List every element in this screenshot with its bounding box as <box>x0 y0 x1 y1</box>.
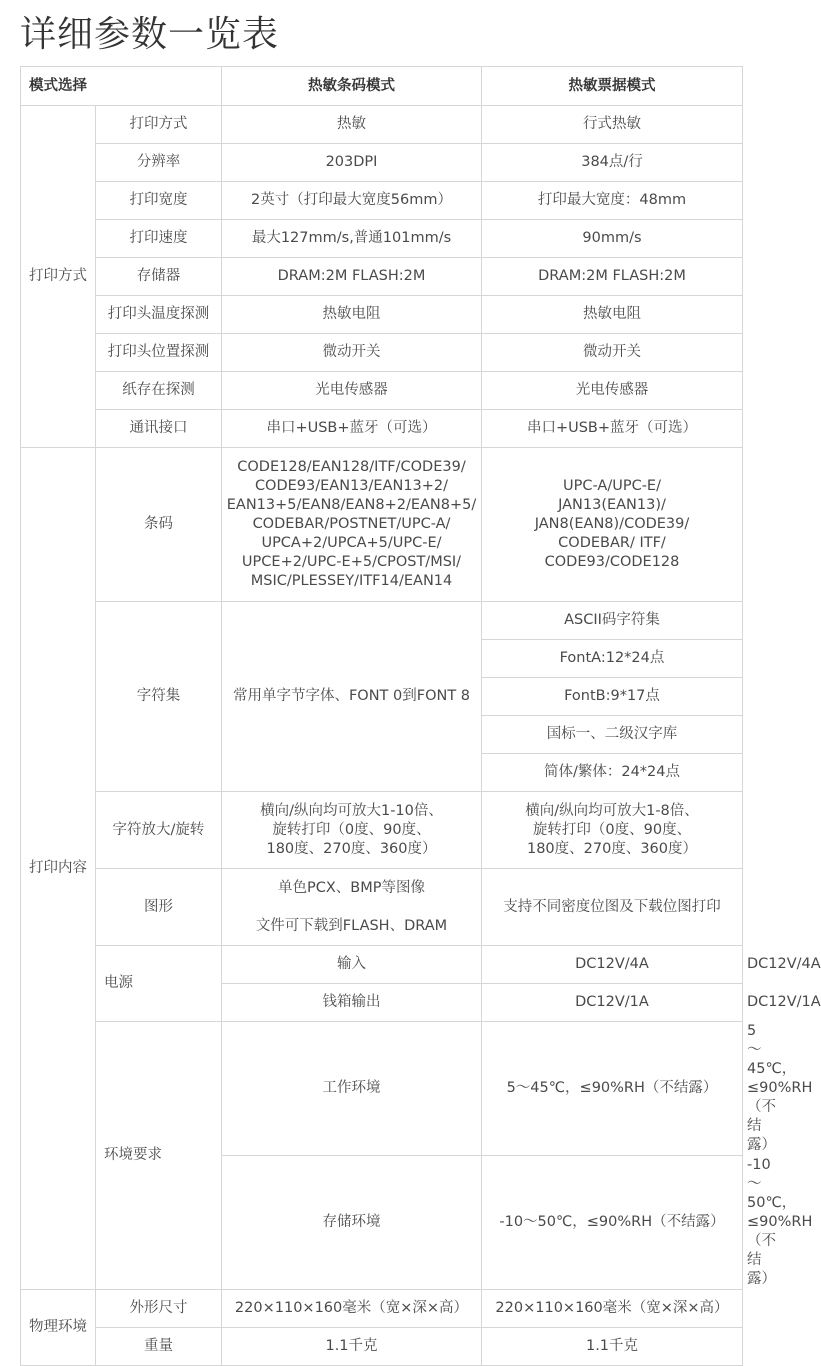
line: 单色PCX、BMP等图像 <box>277 879 425 896</box>
cell-barcode: 1.1千克 <box>222 1328 482 1366</box>
section-physical: 物理环境 <box>21 1290 96 1366</box>
table-row: 电源 输入 DC12V/4A DC12V/4A <box>21 946 743 984</box>
table-row <box>21 372 743 410</box>
cell-barcode: -10～50℃，≤90%RH（不结露） <box>482 1156 743 1290</box>
row-label: 打印头温度探测 <box>96 296 222 334</box>
line: JAN13(EAN13)/ <box>558 497 666 513</box>
line: CODE93/CODE128 <box>544 554 680 570</box>
cell-receipt: 行式热敏 <box>482 106 743 144</box>
cell-barcode: DC12V/1A <box>482 984 743 1022</box>
line: CODEBAR/ ITF/ <box>558 535 666 551</box>
table-row <box>21 869 743 946</box>
row-label: 存储环境 <box>222 1156 482 1290</box>
row-label: 工作环境 <box>222 1022 482 1156</box>
table-row: 环境要求 工作环境 5～45℃，≤90%RH（不结露） 5～45℃，≤90%RH（不结露） <box>21 1022 743 1156</box>
table-row <box>21 792 743 869</box>
section-print-content: 打印内容 <box>21 448 96 1290</box>
row-label: 通讯接口 <box>96 410 222 448</box>
row-label: 输入 <box>222 946 482 984</box>
cell-barcode: 光电传感器 <box>222 372 482 410</box>
line: JAN8(EAN8)/CODE39/ <box>534 516 690 532</box>
line: 横向/纵向均可放大1-10倍、 <box>260 802 443 819</box>
table-row <box>21 334 743 372</box>
cell-receipt: 串口+USB+蓝牙（可选） <box>482 410 743 448</box>
row-label: 字符放大/旋转 <box>96 792 222 869</box>
cell-receipt: 220×110×160毫米（宽×深×高） <box>482 1290 743 1328</box>
table-row: 钱箱输出 DC12V/1A DC12V/1A <box>21 984 743 1022</box>
cell-receipt: DRAM:2M FLASH:2M <box>482 258 743 296</box>
table-row <box>21 220 743 258</box>
cell-receipt: FontB:9*17点 <box>482 678 743 716</box>
line: CODE128/EAN128/ITF/CODE39/ <box>237 459 466 475</box>
section-power: 电源 <box>96 946 222 1022</box>
row-label: 重量 <box>96 1328 222 1366</box>
section-print-method: 打印方式 <box>21 106 96 448</box>
cell-barcode: 5～45℃，≤90%RH（不结露） <box>482 1022 743 1156</box>
table-row <box>21 296 743 334</box>
table-header-row <box>21 67 743 106</box>
table-row <box>21 106 743 144</box>
cell-receipt: 光电传感器 <box>482 372 743 410</box>
line: CODE93/EAN13/EAN13+2/ <box>254 478 449 494</box>
table-row <box>21 144 743 182</box>
cell-receipt: 打印最大宽度：48mm <box>482 182 743 220</box>
cell-receipt: 1.1千克 <box>482 1328 743 1366</box>
section-environment: 环境要求 <box>96 1022 222 1290</box>
cell-barcode: DC12V/4A <box>482 946 743 984</box>
row-label: 字符集 <box>96 602 222 792</box>
line: 180度、270度、360度） <box>526 840 698 857</box>
row-label: 钱箱输出 <box>222 984 482 1022</box>
cell-receipt: 简体/繁体：24*24点 <box>482 754 743 792</box>
line: EAN13+5/EAN8/EAN8+2/EAN8+5/ <box>226 497 477 513</box>
table-row <box>21 410 743 448</box>
line: UPC-A/UPC-E/ <box>563 478 661 494</box>
cell-barcode: 热敏电阻 <box>222 296 482 334</box>
line: CODEBAR/POSTNET/UPC-A/ <box>252 516 451 532</box>
row-label: 打印宽度 <box>96 182 222 220</box>
header-barcode-mode: 热敏条码模式 <box>222 67 482 106</box>
cell-barcode <box>222 792 482 869</box>
table-row <box>21 1290 743 1328</box>
row-label: 纸存在探测 <box>96 372 222 410</box>
cell-receipt: 国标一、二级汉字库 <box>482 716 743 754</box>
cell-barcode: 2英寸（打印最大宽度56mm） <box>222 182 482 220</box>
cell-barcode: 常用单字节字体、FONT 0到FONT 8 <box>222 602 482 792</box>
cell-receipt: FontA:12*24点 <box>482 640 743 678</box>
cell-barcode: 220×110×160毫米（宽×深×高） <box>222 1290 482 1328</box>
cell-receipt: 90mm/s <box>482 220 743 258</box>
cell-barcode <box>222 448 482 602</box>
line: 文件可下载到FLASH、DRAM <box>255 917 448 934</box>
cell-barcode: 串口+USB+蓝牙（可选） <box>222 410 482 448</box>
cell-receipt: 384点/行 <box>482 144 743 182</box>
page-title: 详细参数一览表 <box>20 14 280 55</box>
cell-barcode: 203DPI <box>222 144 482 182</box>
line: 旋转打印（0度、90度、 <box>532 821 692 838</box>
spec-table <box>20 66 821 1366</box>
table-row <box>21 448 743 602</box>
table-row <box>21 602 743 640</box>
row-label: 打印速度 <box>96 220 222 258</box>
table-row: 存储环境 -10～50℃，≤90%RH（不结露） -10～50℃，≤90%RH（不结露） <box>21 1156 743 1290</box>
cell-receipt: 热敏电阻 <box>482 296 743 334</box>
cell-receipt: ASCII码字符集 <box>482 602 743 640</box>
header-receipt-mode: 热敏票据模式 <box>482 67 743 106</box>
cell-barcode: 热敏 <box>222 106 482 144</box>
cell-receipt: 微动开关 <box>482 334 743 372</box>
cell-barcode <box>222 869 482 946</box>
table-row <box>21 1328 743 1366</box>
line: UPCE+2/UPC-E+5/CPOST/MSI/ <box>241 554 462 570</box>
line: UPCA+2/UPCA+5/UPC-E/ <box>261 535 442 551</box>
cell-barcode: DRAM:2M FLASH:2M <box>222 258 482 296</box>
line: 横向/纵向均可放大1-8倍、 <box>525 802 699 819</box>
cell-barcode: 微动开关 <box>222 334 482 372</box>
table-row <box>21 258 743 296</box>
table-row <box>21 182 743 220</box>
cell-receipt: 支持不同密度位图及下载位图打印 <box>482 869 743 946</box>
line: 旋转打印（0度、90度、 <box>272 821 431 838</box>
row-label: 打印方式 <box>96 106 222 144</box>
header-mode-select: 模式选择 <box>21 67 222 106</box>
row-label: 存储器 <box>96 258 222 296</box>
row-label: 外形尺寸 <box>96 1290 222 1328</box>
line: MSIC/PLESSEY/ITF14/EAN14 <box>250 573 453 589</box>
row-label: 打印头位置探测 <box>96 334 222 372</box>
line: 180度、270度、360度） <box>266 840 437 857</box>
row-label: 图形 <box>96 869 222 946</box>
cell-receipt <box>482 448 743 602</box>
row-label: 条码 <box>96 448 222 602</box>
cell-barcode: 最大127mm/s,普通101mm/s <box>222 220 482 258</box>
cell-receipt <box>482 792 743 869</box>
row-label: 分辨率 <box>96 144 222 182</box>
